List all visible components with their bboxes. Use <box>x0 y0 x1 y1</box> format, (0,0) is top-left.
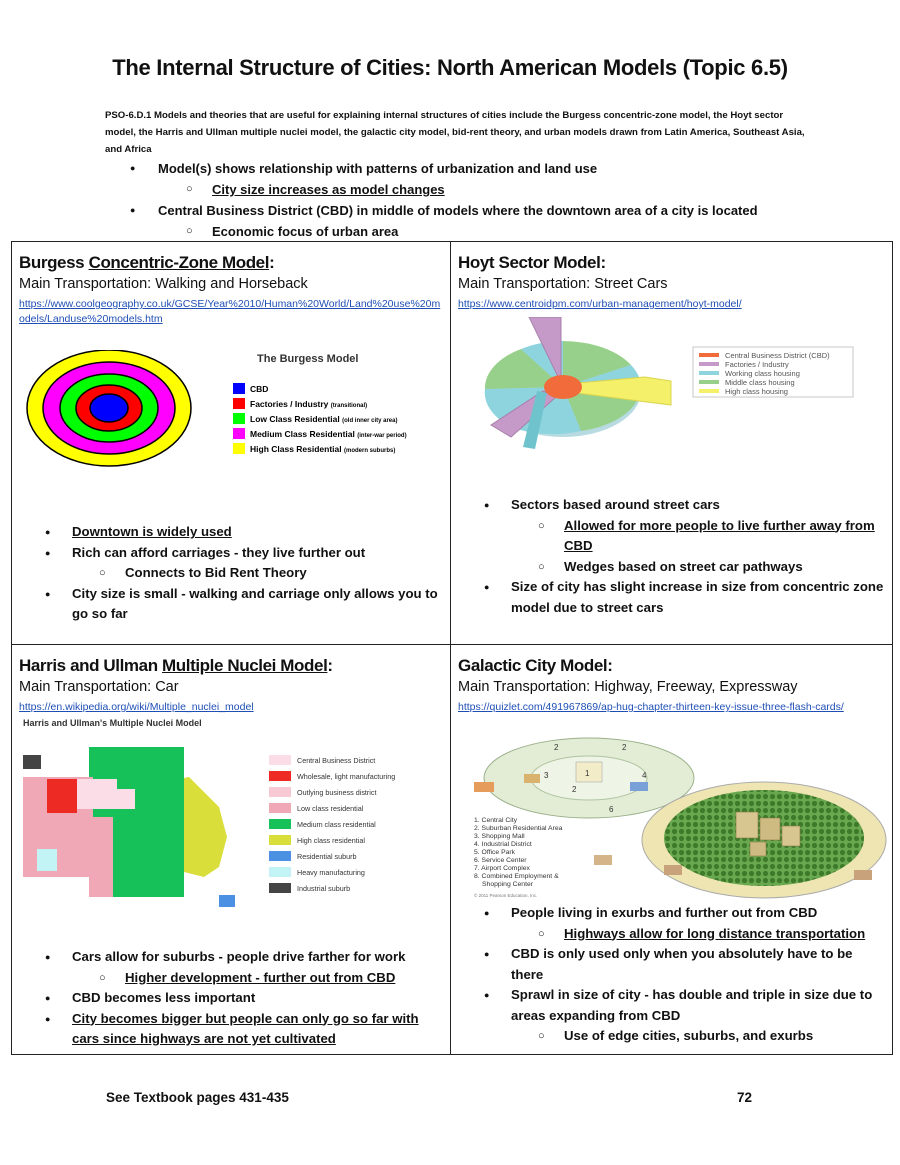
hoyt-legend-label: Central Business District (CBD) <box>725 351 830 360</box>
svg-text:6. Service Center: 6. Service Center <box>474 857 527 864</box>
harris-transport: Main Transportation: Car <box>19 679 179 695</box>
burgess-legend-label: Medium Class Residential <box>250 429 355 439</box>
harris-legend-label: Outlying business district <box>297 788 377 797</box>
galactic-transport: Main Transportation: Highway, Freeway, Expressway <box>458 679 798 695</box>
hoyt-legend-label: Working class housing <box>725 369 800 378</box>
harris-legend-label: Low class residential <box>297 804 364 813</box>
harris-diagram <box>19 717 443 912</box>
intro-sub-bullet: City size increases as model changes <box>212 182 445 197</box>
harris-legend-label: Medium class residential <box>297 820 376 829</box>
burgess-cell <box>12 242 450 644</box>
svg-text:1. Central City: 1. Central City <box>474 817 518 824</box>
svg-text:5. Office Park: 5. Office Park <box>474 849 516 856</box>
burgess-diagram-title: The Burgess Model <box>257 353 359 365</box>
footer-textbook: See Textbook pages 431-435 <box>106 1090 289 1105</box>
burgess-link[interactable]: https://www.coolgeography.co.uk/GCSE/Year%2010/Human%20World/Land%20use%20models/Landuse%20models.htm <box>19 298 441 325</box>
harris-legend-label: Heavy manufacturing <box>297 868 365 877</box>
svg-text:1: 1 <box>585 769 590 778</box>
svg-text:4. Industrial District: 4. Industrial District <box>474 841 532 848</box>
svg-text:2. Suburban Residential Area: 2. Suburban Residential Area <box>474 825 563 832</box>
harris-legend-label: Wholesale, light manufacturing <box>297 772 396 781</box>
hoyt-legend-label: Factories / Industry <box>725 360 789 369</box>
galactic-copyright: © 2011 Pearson Education, Inc. <box>474 893 538 898</box>
galactic-diagram <box>454 730 889 905</box>
burgess-legend <box>233 383 407 454</box>
hoyt-heading: Hoyt Sector Model: <box>458 253 606 272</box>
galactic-heading: Galactic City Model: <box>458 656 613 675</box>
galactic-legend <box>474 817 563 898</box>
hoyt-legend-label: Middle class housing <box>725 378 795 387</box>
galactic-bullets: ● People living in exurbs and further out from CBD ○ Highways allow for long distance transportation ● CBD is only used only when you absolutely have to be there ● Sprawl in size of city - has double and triple in size due to areas expanding from CBD ○ Use of edge cities, suburbs, and exurbs <box>458 903 886 1047</box>
hoyt-legend-label: High class housing <box>725 387 788 396</box>
harris-diagram-title: Harris and Ullman's Multiple Nuclei Model <box>23 718 202 728</box>
burgess-legend-label: CBD <box>250 384 269 394</box>
svg-text:2: 2 <box>622 743 627 752</box>
harris-cell <box>12 645 450 1055</box>
burgess-transport: Main Transportation: Walking and Horseback <box>19 276 308 292</box>
intro-bullet: ● Central Business District (CBD) in middle of models where the downtown area of a city is located <box>130 200 830 221</box>
svg-text:7. Airport Complex: 7. Airport Complex <box>474 865 530 872</box>
svg-text:6: 6 <box>609 805 614 814</box>
svg-text:Factories / Industry (transiti: Factories / Industry (transitional) <box>250 399 368 409</box>
svg-text:3. Shopping Mall: 3. Shopping Mall <box>474 833 525 840</box>
hoyt-diagram <box>481 317 900 457</box>
models-table <box>11 241 893 1055</box>
svg-text:4: 4 <box>642 771 647 780</box>
svg-text:8. Combined Employment &: 8. Combined Employment & <box>474 873 559 880</box>
burgess-legend-label: Low Class Residential <box>250 414 340 424</box>
page-title: The Internal Structure of Cities: North American Models (Topic 6.5) <box>112 55 788 80</box>
harris-legend-label: High class residential <box>297 836 365 845</box>
burgess-legend-label: Factories / Industry <box>250 399 329 409</box>
hoyt-bullets: ● Sectors based around street cars ○ Allowed for more people to live further away from CBD ○ Wedges based on street car pathways ● Size of city has slight increase in size from concentric zone model due to street cars <box>458 495 886 618</box>
harris-legend <box>269 755 395 893</box>
svg-text:2: 2 <box>572 785 577 794</box>
svg-text:2: 2 <box>554 743 559 752</box>
galactic-cell <box>451 645 893 1055</box>
intro-sub-bullet: ○ Economic focus of urban area <box>130 221 830 242</box>
page-number: 72 <box>737 1090 753 1105</box>
harris-legend-label: Residential suburb <box>297 852 357 861</box>
svg-text:Low Class Residential (old inn: Low Class Residential (old inner city area) <box>250 414 398 424</box>
burgess-bullets: ● Downtown is widely used ● Rich can afford carriages - they live further out ○ Connects to Bid Rent Theory ● City size is small - walking and carriage only allows you to go so far <box>19 522 439 625</box>
harris-bullets: ● Cars allow for suburbs - people drive farther for work ○ Higher development - further out from CBD ● CBD becomes less important ● City becomes bigger but people can only go so far with cars since highways are not yet cultivated <box>19 947 444 1050</box>
intro-bullet: ● Model(s) shows relationship with patterns of urbanization and land use <box>130 158 830 179</box>
burgess-diagram <box>19 350 443 515</box>
hoyt-transport: Main Transportation: Street Cars <box>458 276 668 292</box>
hoyt-link[interactable]: https://www.centroidpm.com/urban-management/hoyt-model/ <box>458 298 742 310</box>
galactic-link[interactable]: https://quizlet.com/491967869/ap-hug-chapter-thirteen-key-issue-three-flash-cards/ <box>458 701 844 713</box>
standard-text: PSO-6.D.1 Models and theories that are useful for explaining internal structures of cities include the Burgess concentric-zone model, the Hoyt sector model, the Harris and Ullman multiple nuclei model, the galactic city model, bid-rent theory, and urban models drawn from Latin America, Southeast Asia, and Africa <box>105 110 805 155</box>
hoyt-cell <box>451 242 893 644</box>
harris-heading: Harris and Ullman Multiple Nuclei Model: <box>19 656 333 675</box>
hoyt-legend <box>693 347 853 397</box>
svg-text:Medium Class Residential (inte: Medium Class Residential (inter-war period) <box>250 429 407 439</box>
burgess-legend-label: High Class Residential <box>250 444 342 454</box>
harris-link[interactable]: https://en.wikipedia.org/wiki/Multiple_nuclei_model <box>19 701 254 713</box>
harris-legend-label: Central Business District <box>297 756 376 765</box>
burgess-heading: Burgess Concentric-Zone Model: <box>19 253 275 272</box>
svg-text:3: 3 <box>544 771 549 780</box>
svg-text:Shopping Center: Shopping Center <box>482 881 534 888</box>
intro-list <box>130 158 830 242</box>
svg-text:High Class Residential (modern: High Class Residential (modern suburbs) <box>250 444 396 454</box>
harris-legend-label: Industrial suburb <box>297 884 351 893</box>
